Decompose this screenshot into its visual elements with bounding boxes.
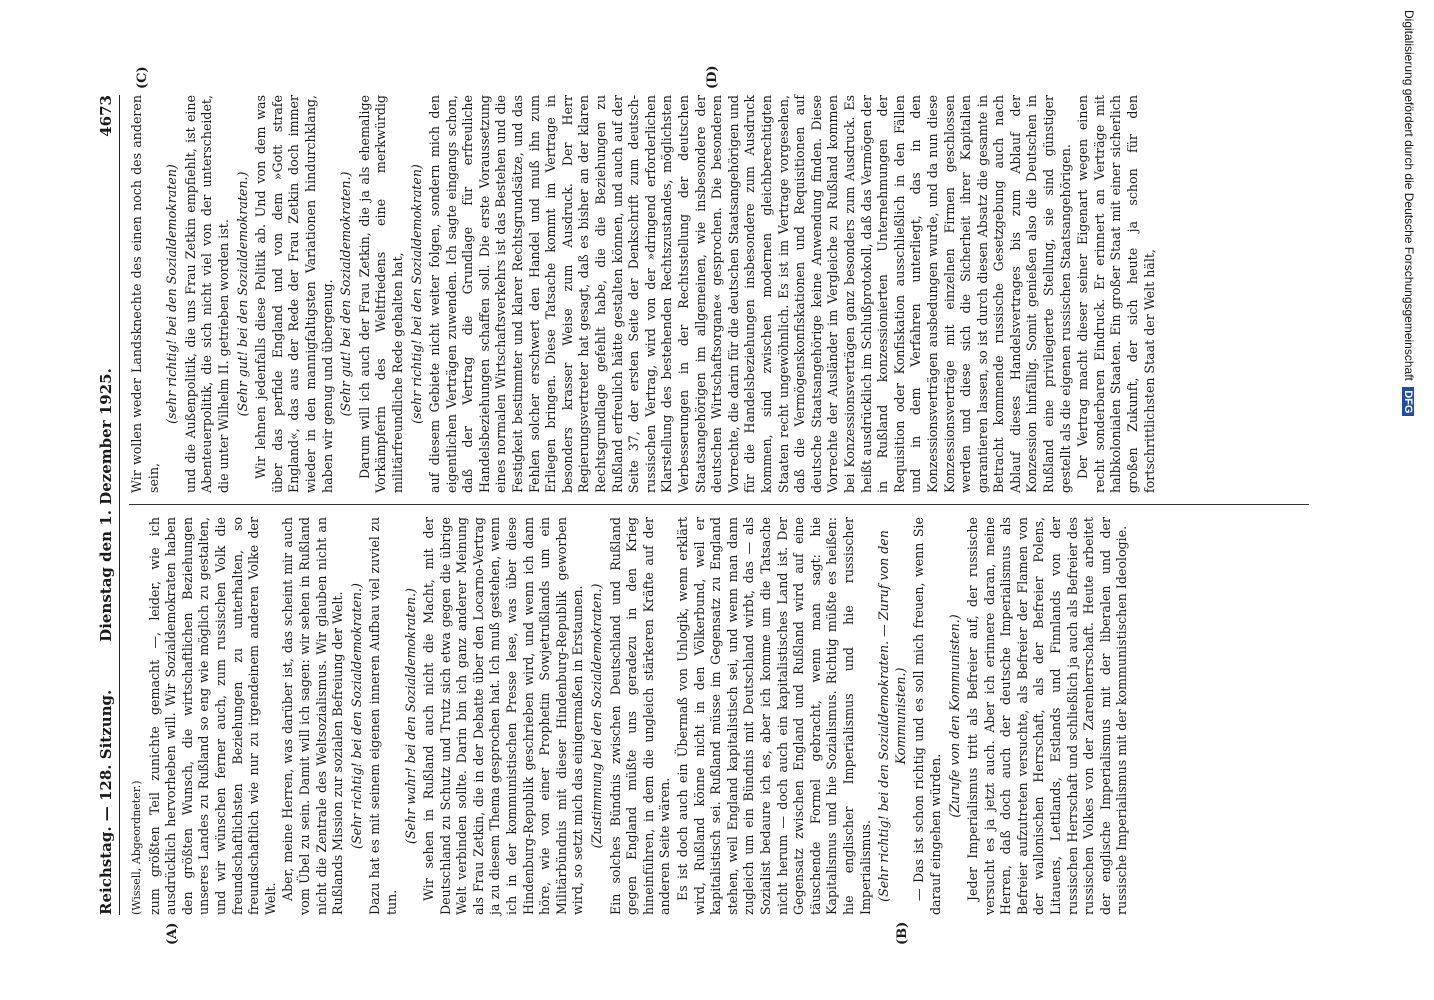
paragraph: und die Außenpolitik, die uns Frau Zetkin empfiehlt, ist eine Abenteuerpolitik, die sich nicht viel von der unterscheidet, die unter Wilhelm II. getrieben worden ist.	[182, 95, 231, 493]
column-divider	[129, 504, 1309, 505]
margin-marker-a: (A)	[165, 922, 180, 945]
printed-page	[95, 65, 1325, 945]
paragraph: Darum will ich auch der Frau Zetkin, die ja als ehemalige Vorkämpferin des Weltfriedens eine merkwürdig militärfreundliche Rede gehalten hat,	[356, 95, 405, 493]
paragraph: Wir sehen in Rußland auch nicht die Macht, mit der Deutschland zu Schutz und Trutz sich etwa gegen die übrige Welt verbinden sollte. Darin bin ich ganz anderer Meinung als Frau Zetkin, die in der Debatte über den Locarno-Vertrag ja zu diesem Thema gesprochen hat. Ich muß gestehen, wenn ich in der kommunistischen Presse lese, was über diese Hindenburg-Republik geschrieben wird, und wenn ich dann höre, wie von einer Prophetin Sowjetrußlands um ein Militärbündnis mit dieser Hindenburg-Republik geworben wird, so setzt mich das einigermaßen in Erstaunen.	[421, 517, 586, 915]
interjection: (Sehr gut! bei den Sozialdemokraten.)	[338, 171, 354, 417]
paragraph: auf diesem Gebiete nicht weiter folgen, sondern mich den eigentlichen Verträgen zuwenden. Ich sagte eingangs schon, daß der Vertrag die Grundlage für erfreuliche Handelsbeziehungen schaffen soll. Die erste Voraussetzung eines normalen Wirtschaftsverkehrs ist das Bestehen und die Festigkeit bestimmter und klarer Rechtsgrundsätze, und das Fehlen solcher erschwert den Handel und muß ihn zum Erliegen bringen. Diese Tatsache kommt im Vertrage in besonders krasser Weise zum Ausdruck. Der Herr Regierungsvertreter hat gesagt, daß es bisher an der klaren Rechtsgrundlage gefehlt habe, die die Beziehungen zu Rußland erfreulich hätte gestalten können, und auch auf der Seite 37, der ersten Seite der Denkschrift zum deutsch-russischen Vertrag, wird von der »dringend erforderlichen Klarstellung des bestehenden Rechtszustandes, möglichsten Verbesserungen in der Rechtsstellung der deutschen Staatsangehörigen im allgemeinen, wie insbesondere der deutschen Wirtschaftsorgane« gesprochen. Die besonderen Vorrechte, die darin für die deutschen Staatsangehörigen und für die Handelsbeziehungen insbesondere zum Ausdruck kommen, sind zwischen modernen gleichberechtigten Staaten recht ungewöhnlich. Es ist im Vertrage vorgesehen, daß die Vermögenskonfiskationen und Requisitionen auf deutsche Staatsangehörige keine Anwendung finden. Diese Vorrechte der Ausländer im Vergleiche zu Rußland kommen bei Konzessionsverträgen ganz besonders zum Ausdruck. Es heißt ausdrücklich im Schlußprotokoll, daß das Vermögen der in Rußland konzessionierten Unternehmungen der Requisition oder Konfiskation ausschließlich in den Fällen und in dem Verfahren unterliegt, das in den Konzessionsverträgen ausbedungen wurde, und da nun diese Konzessionsverträge mit einzelnen Firmen geschlossen werden und diese sich die Sicherheit ihrer Kapitalien garantieren lassen, so ist durch diesen Absatz die gesamte in Betracht kommende russische Gesetzgebung auch nach Ablauf dieses Handelsvertrages bis zum Ablauf der Konzession hinfällig. Somit genießen also die Deutschen in Rußland eine privilegierte Stellung, sie sind günstiger gestellt als die eigenen russischen Staatsangehörigen.	[427, 95, 1073, 493]
interjection: (sehr richtig! bei den Sozialdemokraten)	[164, 164, 180, 424]
header-center: Dienstag den 1. Dezember 1925.	[97, 368, 115, 642]
paragraph: Wir lehnen jedenfalls diese Politik ab. Und von dem was über das perfide England und von dem »Gott strafe England«, das aus der Rede der Frau Zetkin doch immer wieder in den mannigfaltigsten Variationen hindurchklang, haben wir genug und übergenug.	[253, 95, 335, 493]
interjection: (Zustimmung bei den Sozialdemokraten.)	[589, 583, 605, 849]
margin-marker-b: (B)	[895, 921, 910, 945]
interjection: (Sehr wahr! bei den Sozialdemokraten.)	[402, 588, 418, 844]
header-left: Reichstag. — 128. Sitzung.	[97, 689, 115, 915]
interjection: (sehr richtig! bei den Sozialdemokraten)	[408, 164, 424, 424]
paragraph: — Das ist schon richtig und es soll mich freuen, wenn Sie darauf eingehen würden.	[911, 517, 943, 915]
page-number: 4673	[97, 95, 115, 137]
paragraph: Ein solches Bündnis zwischen Deutschland und Rußland gegen England müßte uns geradezu in den Krieg hineinführen, in dem die ungleich stärkeren Kräfte auf der anderen Seite wären.	[607, 517, 673, 915]
watermark-text: Digitalisierung gefördert durch die Deutsche Forschungsgemeinschaft	[1402, 10, 1416, 381]
interjection: (Sehr richtig! bei den Sozialdemokraten.)	[348, 583, 364, 849]
dfg-watermark	[1402, 10, 1416, 416]
paragraph: Wir wollen weder Landsknechte des einen noch des anderen sein,	[129, 95, 161, 493]
paragraph: Der Vertrag macht dieser seiner Eigenart wegen einen recht sonderbaren Eindruck. Er erinnert an Verträge mit halbkolonialen Staaten. Ein großer Staat mit einer sicherlich großen Zukunft, der sich heute ja schon für den fortschrittlichsten Staat der Welt hält,	[1075, 95, 1157, 493]
paragraph: Aber, meine Herren, was darüber ist, das scheint mir auch vom Übel zu sein. Damit will ich sagen: wir sehen in Rußland nicht die Zentrale des Weltsozialismus. Wir glauben nicht an Rußlands Mission zur sozialen Befreiung der Welt.	[280, 517, 346, 915]
right-column	[129, 95, 1159, 493]
margin-marker-d: (D)	[705, 65, 720, 89]
paragraph: zum größten Teil zunichte gemacht —, leider, wie ich ausdrücklich hervorheben will. Wir Sozialdemokraten haben den größten Wunsch, die wirtschaftlichen Beziehungen unseres Landes zu Rußland so eng wie möglich zu gestalten, und wir wünschen ferner auch, zum russischen Volk die freundschaftlichsten Beziehungen zu unterhalten, so freundschaftlich wie nur zu irgendeinem anderen Volke der Welt.	[146, 517, 278, 915]
paragraph: Dazu hat es mit seinem eigenen inneren Aufbau viel zuviel zu tun.	[367, 517, 399, 915]
page-header	[95, 95, 121, 915]
paragraph: Es ist doch auch ein Übermaß von Unlogik, wenn erklärt wird, Rußland könne nicht in den Völkerbund, weil er kapitalistisch sei. Rußland müsse im Gegensatz zu England stehen, weil England kapitalistisch sei, und wenn man dann zugleich um ein Bündnis mit Deutschland wirbt, das — als Sozialist bedaure ich es, aber ich komme um die Tatsache nicht herum — doch auch ein kapitalistisches Land ist. Der Gegensatz zwischen England und Rußland wird auf eine täuschende Formel gebracht, wenn man sagt: hie Kapitalismus und hie Sozialismus. Richtig müßte es heißen: hie englischer Imperialismus und hie russischer Imperialismus.	[675, 517, 873, 915]
left-column	[129, 517, 1132, 915]
paragraph: Jeder Imperialismus tritt als Befreier auf, der russische versucht es ja jetzt auch. Aber ich erinnere daran, meine Herren, daß doch auch der deutsche Imperialismus als Befreier aufzutreten versuchte, als Befreier der Flamen von der wallonischen Herrschaft, als der Befreier Polens, Litauens, Lettlands, Estlands und Finnlands von der russischen Herrschaft und schließlich ja auch als Befreier des russischen Volkes von der Zarenherrschaft. Heute arbeitet der englische Imperialismus mit der liberalen und der russische Imperialismus mit der kommunistischen Ideologie.	[965, 517, 1130, 915]
margin-marker-c: (C)	[135, 66, 150, 89]
interjection: (Sehr richtig! bei den Sozialdemokraten. — Zuruf von den Kommunisten.)	[876, 530, 908, 902]
dfg-logo: DFG	[1402, 387, 1414, 416]
interjection: (Sehr gut! bei den Sozialdemokraten.)	[234, 171, 250, 417]
header-rule	[119, 95, 120, 915]
speaker-line: (Wissell, Abgeordneter.)	[130, 780, 143, 915]
interjection: (Zurufe von den Kommunisten.)	[946, 614, 962, 818]
